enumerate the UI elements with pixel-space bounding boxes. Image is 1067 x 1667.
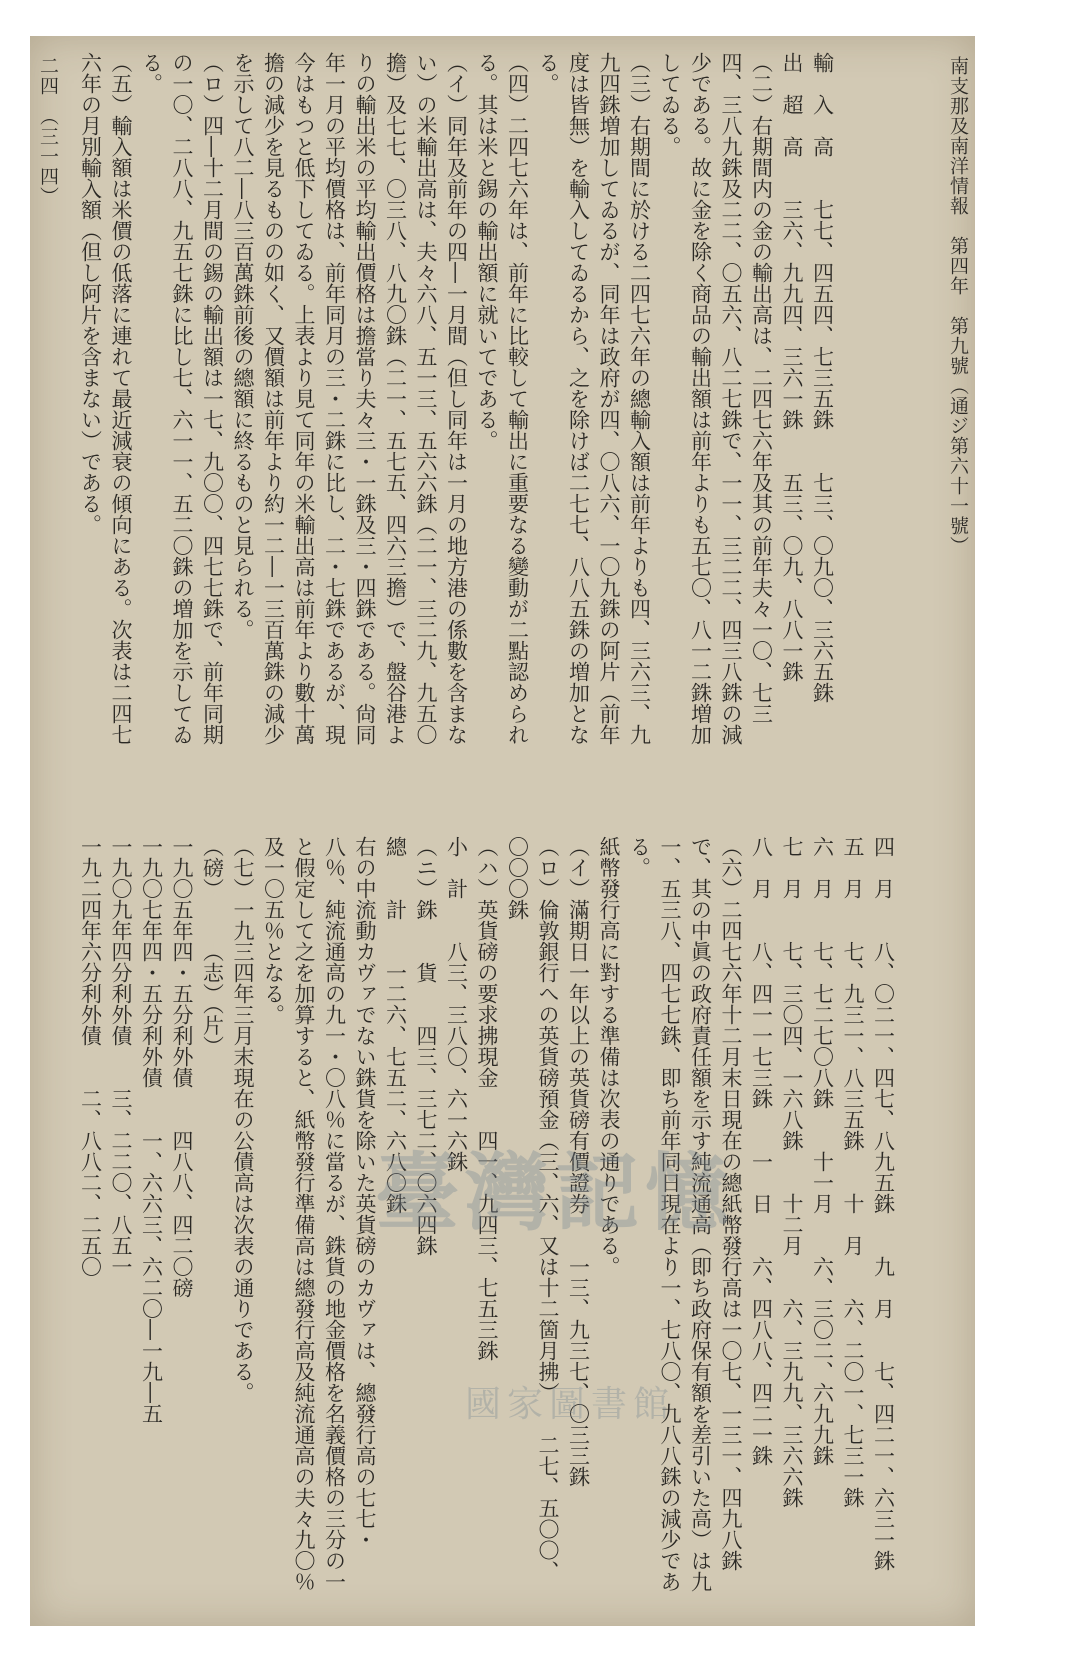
month-row: 八 月 八、四一一七三銖 一 日 六、四八八、四二一銖	[749, 836, 774, 1466]
debt-row: 一九〇七年四・五分利外債 一、六六三、六二〇―一九―五	[139, 836, 164, 1424]
reserve-item-ni: （ニ）銖 貨 四三、三七二、〇六四銖	[414, 836, 438, 1256]
import-line: 輸 入 高 七七、四五四、七三五銖 七三、〇九〇、三六五銖	[810, 52, 835, 703]
section-4a: （イ）同年及前年の四―一月間（但し同年は一月の地方港の係數を含まない）の米輸出高は、夫々六八、五一三、五六六銖（二一、三二九、九五〇擔）及七七、〇三八、八九〇銖（二一、五七五、四六三擔）で、盤谷港よりの輸出米の平均輸出價格は擔當り夫々三・一銖及三・四銖である。尙同年一月の平均價格は、前年同月の三・二銖に比し、二・七銖であるが、現今はもつと低下してゐる。上表より見て同年の米輸出高は前年より數十萬擔の減少を見るものの如く、又價額は前年より約一二―一三百萬銖の減少を示して八二―八三百萬銖前後の總額に終るものと見られる。	[231, 52, 469, 745]
reserve-item-ha: （ハ）英貨磅の要求拂現金 四一、九四三、七五三銖	[475, 836, 499, 1361]
library-watermark: 臺灣記憶	[374, 1143, 735, 1242]
section-4: （四）二四七六年は、前年に比較して輸出に重要なる變動が二點認められる。其は米と錫の輸出額に就いてである。	[475, 52, 530, 745]
debt-row: 一九〇九年四分利外債 三、二二〇、八五一	[109, 836, 133, 1277]
debt-row: 一九二四年六分利外債 二、八八二、二五〇	[78, 836, 103, 1277]
section-2: （二）右期間内の金の輸出高は、二四七六年及其の前年夫々一〇、七三四、三八九銖及二二、〇五六、八二七銖で、一一、三二二、四三八銖の減少である。故に金を除く商品の輸出額は前年よりも五七〇、八一二銖増加してゐる。	[658, 52, 774, 745]
section-3: （三）右期間に於ける二四七六年の總輸入額は前年よりも四、三六三、九九四銖増加してゐるが、同年は政府が四、〇八六、一〇九銖の阿片（前年度は皆無）を輸入してゐるから、之を除けば二七七、八八五銖の増加となる。	[536, 52, 652, 745]
month-row: 六 月 七、七二七〇八銖 十一月 六、三〇二、六九九銖	[810, 836, 835, 1466]
running-header: 南支那及南洋情報 第四年 第九號（通ジ第六十一號）	[947, 56, 969, 556]
month-row: 七 月 七、三〇四、一六八銖 十二月 六、三九九、三六六銖	[780, 836, 804, 1508]
section-6: （六）二四七六年十二月末日現在の總紙幣發行高は一〇七、一三一、四九八銖で、其の中眞の政府責任額を示す純流通高（即ち政府保有額を差引いた高）は九一、五三八、四七七銖、即ち前年同日現在より一、七八〇、九八八銖の減少である。	[627, 836, 743, 1592]
month-row: 五 月 七、九三一、八三五銖 十 月 六、二〇一、七三一銖	[841, 836, 865, 1508]
excess-line: 出 超 高 三六、九九四、三六一銖 五三、〇九、八八一銖	[780, 52, 804, 682]
reserve-note: 右の中流動カヴァでない銖貨を除いた英貨磅のカヴァは、總發行高の七七・八％、純流通高の九一・〇八％に當るが、銖貨の地金價格を名義價格の三分の一と假定して之を加算すると、紙幣發行準備高は總發行高及純流通高の夫々九〇％及一〇五％となる。	[261, 836, 377, 1592]
month-row: 四 月 八、〇二一、四七、八九五銖 九 月 七、四二一、六三一銖	[871, 836, 896, 1571]
section-7: （七）一九三四年三月末現在の公債高は次表の通りである。	[231, 836, 255, 1403]
section-5: （五）輸入額は米價の低落に連れて最近減衰の傾向にある。次表は二四七六年の月別輸入額（但し阿片を含まない）である。	[78, 52, 133, 745]
reserve-item-i: （イ）滿期日一年以上の英貨磅有價證券 一三、九三七、〇三三銖	[566, 836, 591, 1487]
reserve-subtotal: 小 計 八三、三八〇、六一六銖	[444, 836, 469, 1172]
debt-row: 一九〇五年四・五分利外債 四八八、四二〇磅	[170, 836, 194, 1298]
debt-row: （磅） （志）（片）	[200, 836, 225, 1057]
section-4b: （ロ）四―十二月間の錫の輸出額は一七、九〇〇、四七七銖で、前年同期の一〇、二八八、九五七銖に比し七、六一一、五二〇銖の増加を示してゐる。	[139, 52, 225, 745]
reserve-intro: 紙幣發行高に對する準備は次表の通りである。	[597, 836, 621, 1277]
page-number: 二四 （三一四）	[37, 56, 59, 207]
upper-text-block	[75, 52, 935, 752]
reserve-total: 總 計 一二六、七五二、六八〇銖	[383, 836, 408, 1214]
reserve-item-ro: （ロ）倫敦銀行への英貨磅預金（三、六、又は十二箇月拂） 二七、五〇〇、〇〇〇銖	[505, 836, 560, 1582]
scanned-page	[30, 36, 975, 1626]
library-watermark-subtitle: 國家圖書館	[464, 1384, 675, 1425]
